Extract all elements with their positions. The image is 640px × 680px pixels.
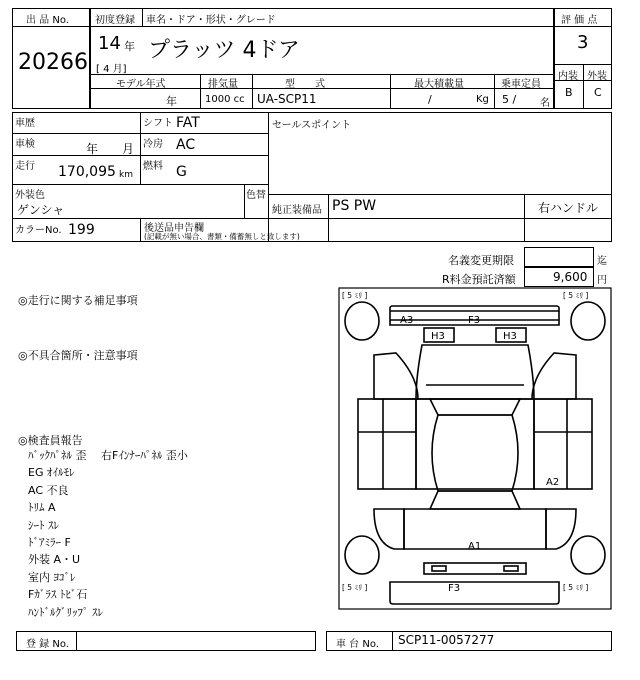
inspector-report-line: 室内 ﾖｺﾞﾚ — [28, 570, 76, 584]
inspector-report-line: ﾊﾝﾄﾞﾙｸﾞﾘｯﾌﾟ ｽﾚ — [28, 605, 103, 619]
year-unit: 年 — [124, 40, 135, 53]
model-value: UA-SCP11 — [257, 92, 317, 106]
declaration-note: (記載が無い場合、書類・備蓄無しと致します) — [144, 232, 300, 241]
interior-grade: B — [565, 86, 573, 99]
mark-a1: A1 — [468, 541, 482, 552]
declaration-label: 後送品申告欄 — [144, 223, 204, 234]
mark-f3-top: F3 — [468, 315, 481, 326]
mileage-unit: km — [119, 170, 133, 180]
max-load-label: 最大積載量 — [414, 79, 464, 90]
aircon-label: 冷房 — [143, 139, 163, 150]
fuel-value: G — [176, 164, 187, 180]
exterior-color-label: 外装色 — [15, 190, 45, 201]
capacity-label: 乗車定員 — [501, 79, 541, 90]
tire-fr-label: [ 5 ﾐﾘ ] — [563, 291, 589, 300]
first-reg-month: [ 4 月] — [96, 64, 127, 75]
inspector-report-line: 外装 A・U — [28, 553, 81, 567]
first-reg-year: 14 — [98, 33, 121, 54]
recycle-unit: 円 — [597, 275, 607, 286]
model-year-value: 年 — [166, 95, 177, 108]
mark-h3-left: H3 — [431, 331, 445, 342]
max-load-value: / — [428, 93, 432, 106]
lot-no-value: 20266 — [18, 50, 88, 75]
color-no-label: カラーNo. — [15, 225, 62, 236]
color-change-label: 色替 — [246, 190, 266, 201]
inspector-report-line: AC 不良 — [28, 483, 69, 497]
inspector-report-line: ﾄﾞｱﾐﾗｰ F — [28, 535, 71, 549]
model-label: 型 式 — [285, 79, 325, 90]
inspector-report-line: ﾊﾞｯｸﾊﾟﾈﾙ 歪 右Fｲﾝﾅｰﾊﾟﾈﾙ 歪小 — [28, 449, 188, 462]
equipment-label: 純正装備品 — [272, 205, 322, 216]
inspection-year: 年 — [86, 142, 99, 156]
name-change-box — [524, 247, 594, 267]
mileage-label: 走行 — [15, 161, 35, 172]
first-reg-label: 初度登録 — [95, 15, 135, 26]
sales-point-label: セールスポイント — [272, 120, 352, 131]
capacity-value: 5 / — [502, 93, 517, 106]
inspector-report-line: ﾄﾘﾑ A — [28, 501, 56, 515]
shift-label: シフト — [143, 118, 173, 129]
fuel-label: 燃料 — [143, 161, 163, 172]
defects-label: ◎不具合箇所・注意事項 — [18, 349, 138, 362]
name-change-unit: 迄 — [597, 256, 607, 267]
inspection-month: 月 — [122, 142, 135, 156]
inspection-label: 車検 — [15, 139, 35, 150]
car-name: プラッツ 4ドア — [148, 38, 300, 63]
score-label: 評 価 点 — [561, 15, 598, 26]
inspector-label: ◎検査員報告 — [18, 434, 83, 447]
inspector-report-line: Fｶﾞﾗｽ ﾄﾋﾞ石 — [28, 588, 88, 602]
max-load-unit: Kg — [476, 94, 489, 105]
lot-no-label: 出 品 No. — [26, 15, 69, 26]
aircon-value: AC — [176, 137, 196, 153]
exterior-label: 外装 — [587, 71, 607, 82]
capacity-unit: 名 — [540, 98, 550, 109]
car-name-label: 車名・ドア・形状・グレード — [146, 15, 276, 26]
recycle-label: R料金預託済額 — [442, 273, 516, 286]
name-change-label: 名義変更期限 — [448, 254, 514, 267]
chassis-value: SCP11-0057277 — [398, 633, 495, 647]
color-no-value: 199 — [68, 222, 95, 238]
shift-value: FAT — [176, 115, 200, 131]
damage-diagram — [338, 287, 612, 610]
running-notes-label: ◎走行に関する補足事項 — [18, 294, 138, 307]
interior-label: 内装 — [558, 71, 578, 82]
tire-rr-label: [ 5 ﾐﾘ ] — [563, 583, 589, 592]
steering-value: 右ハンドル — [538, 201, 599, 215]
mark-h3-right: H3 — [503, 331, 517, 342]
model-year-label: モデル年式 — [116, 79, 166, 90]
score-value: 3 — [577, 32, 589, 53]
inspector-report-line: EG ｵｲﾙﾓﾚ — [28, 466, 75, 480]
history-label: 車歴 — [15, 118, 35, 129]
recycle-value: 9,600 — [553, 270, 588, 284]
chassis-label: 車 台 No. — [336, 639, 379, 650]
reg-no-label: 登 録 No. — [26, 639, 69, 650]
equipment-value: PS PW — [332, 198, 377, 214]
mark-a2: A2 — [546, 477, 560, 488]
inspector-report-line: ｼｰﾄ ｽﾚ — [28, 518, 59, 532]
inspector-report-list — [28, 447, 328, 621]
mileage-value: 170,095 — [58, 164, 116, 180]
displacement-label: 排気量 — [208, 79, 238, 90]
tire-rl-label: [ 5 ﾐﾘ ] — [342, 583, 368, 592]
mark-f3-bottom: F3 — [448, 583, 461, 594]
exterior-grade: C — [594, 86, 602, 99]
displacement-value: 1000 cc — [205, 94, 245, 105]
tire-fl-label: [ 5 ﾐﾘ ] — [342, 291, 368, 300]
exterior-color-value: ゲンシャ — [17, 203, 65, 217]
mark-a3: A3 — [400, 315, 414, 326]
